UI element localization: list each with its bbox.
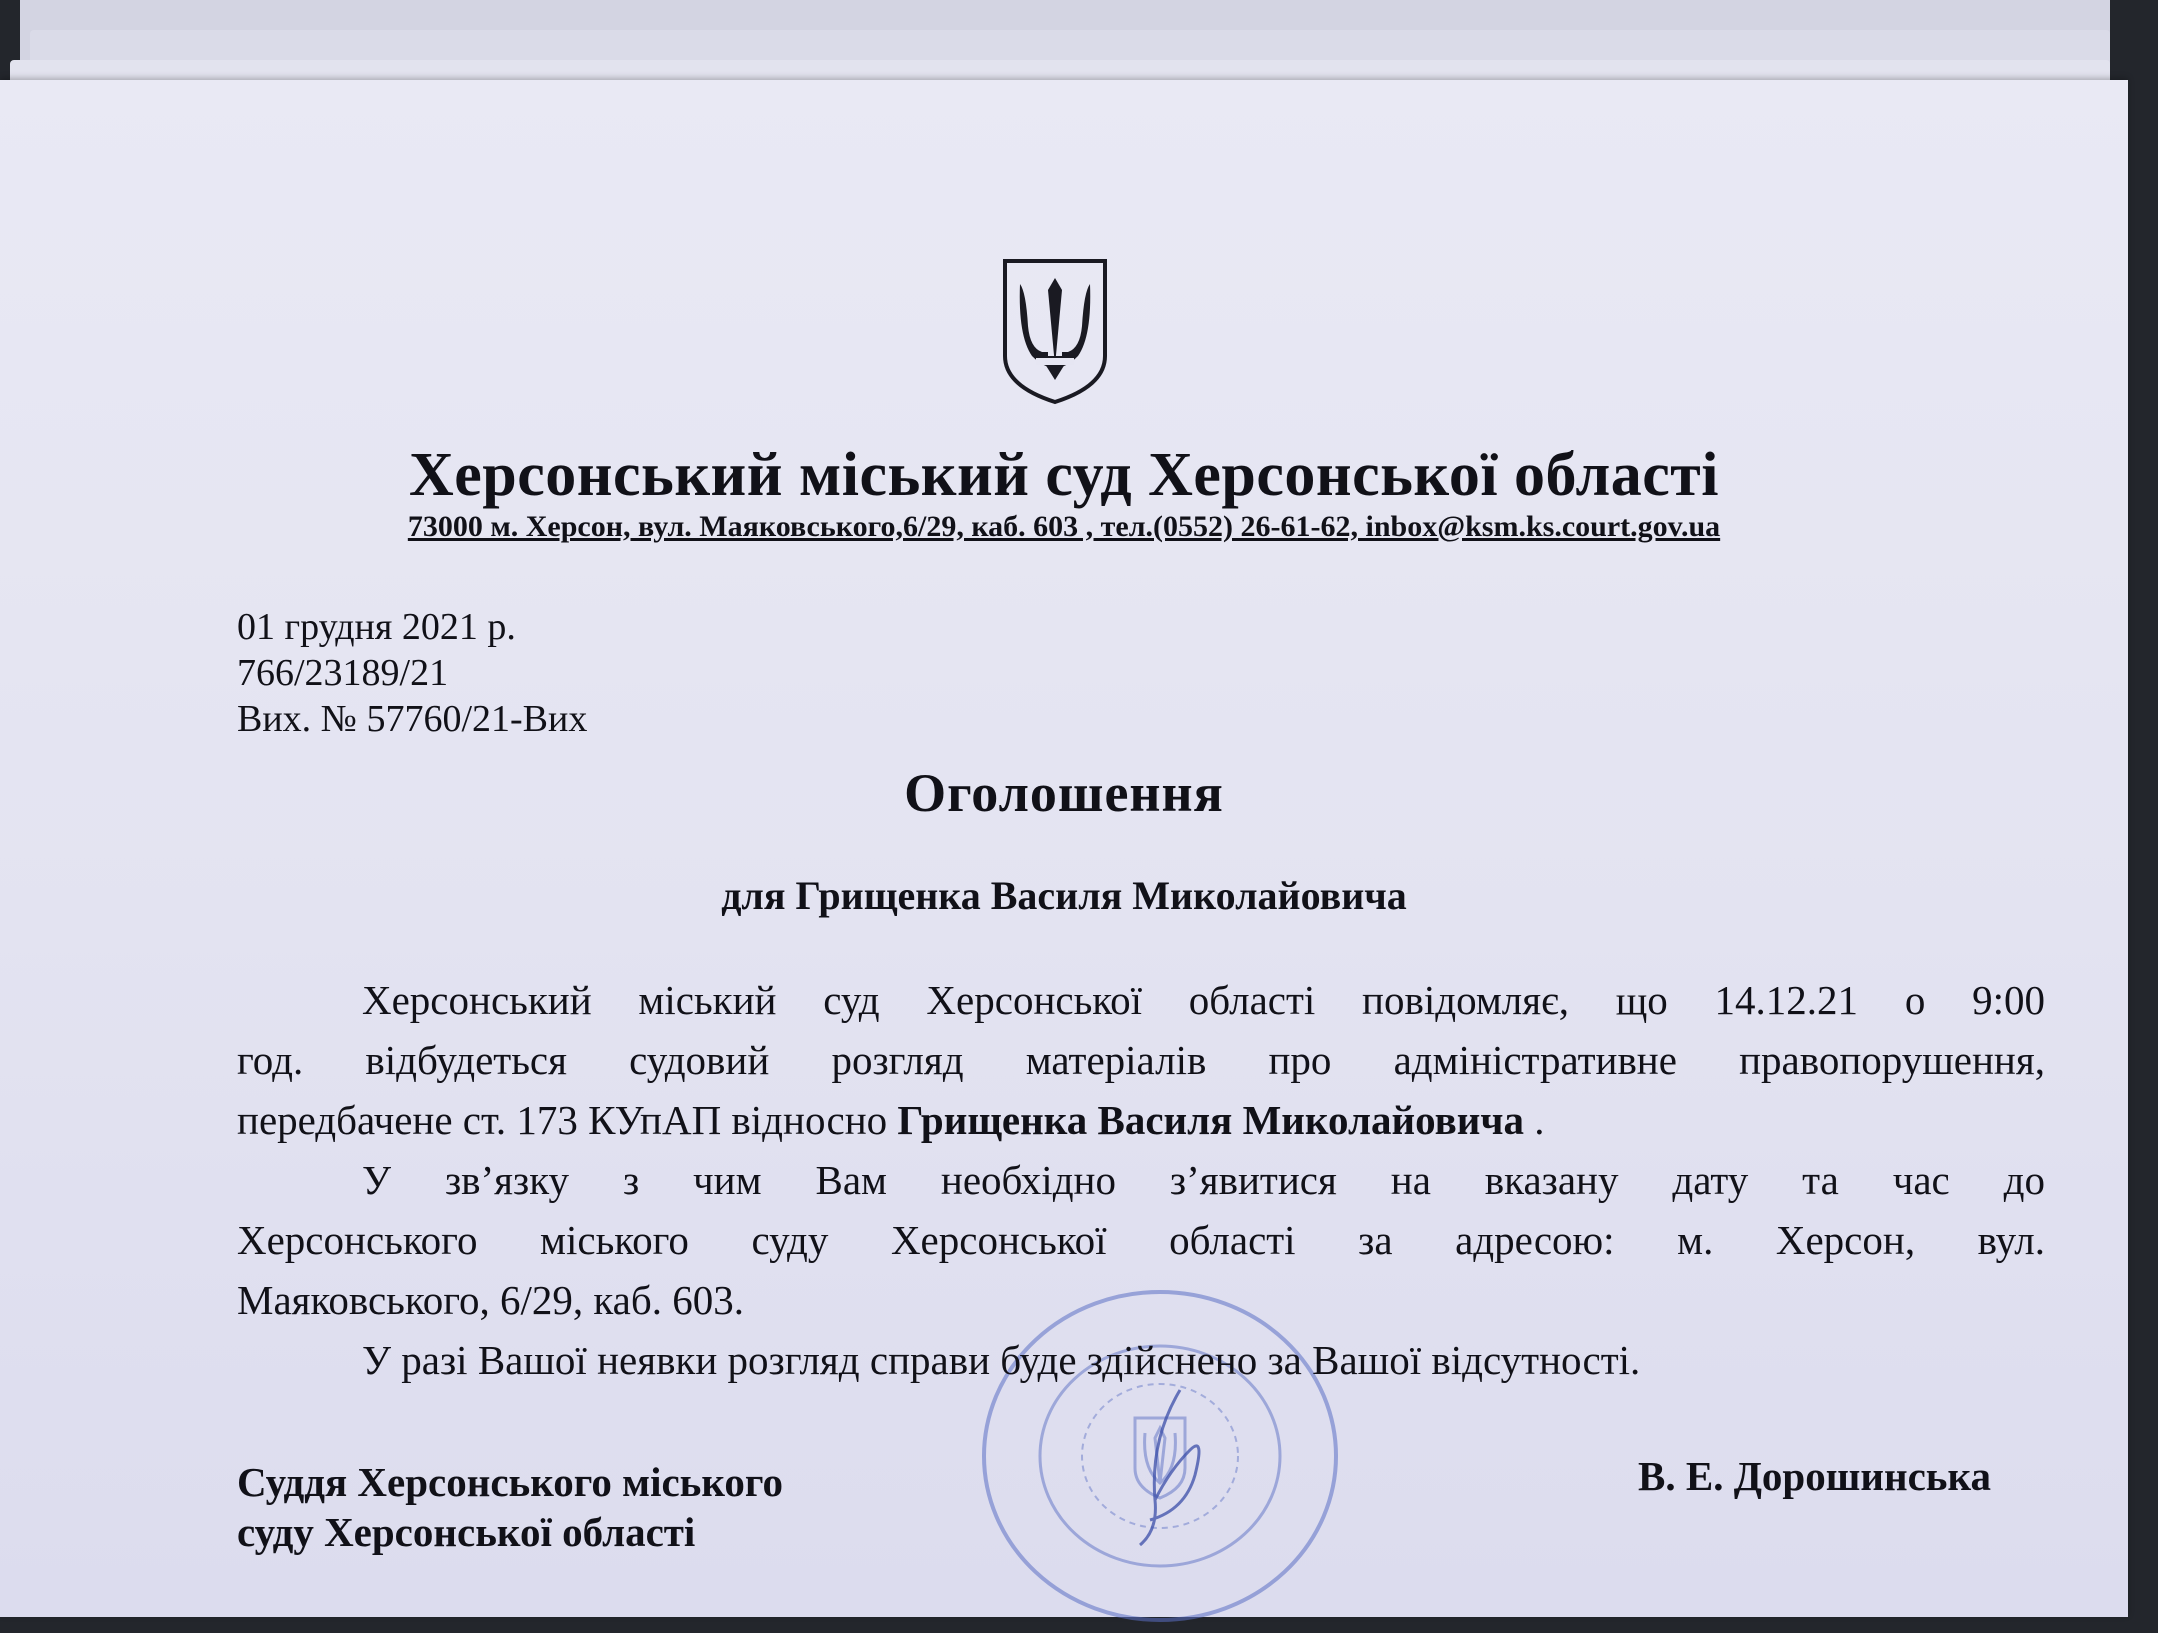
court-address: 73000 м. Херсон, вул. Маяковського,6/29, каб. 603 , тел.(0552) 26-61-62, inbox@ksm.ks.court.gov.ua xyxy=(407,510,1721,543)
body-paragraph-2-line-1: У зв’язку з чим Вам необхідно з’явитися на вказану дату та час до xyxy=(362,1157,2045,1203)
notice-addressee: для Грищенка Василя Миколайовича xyxy=(721,873,1407,918)
document-page xyxy=(0,80,2128,1617)
court-name: Херсонський міський суд Херсонської області xyxy=(409,441,1719,509)
body-paragraph-3-line-1: У разі Вашої неявки розгляд справи буде здійснено за Вашої відсутності. xyxy=(362,1337,1641,1383)
defendant-name: Грищенка Василя Миколайовича xyxy=(897,1097,1524,1143)
body-paragraph-1-line-3 xyxy=(237,1096,1544,1144)
trident-icon xyxy=(1000,256,1110,406)
outgoing-number: Вих. № 57760/21-Вих xyxy=(237,698,588,740)
case-number: 766/23189/21 xyxy=(237,652,449,694)
body-text-suffix: . xyxy=(1523,1097,1545,1143)
signature-role-line-1: Суддя Херсонського міського xyxy=(237,1459,784,1505)
document-date: 01 грудня 2021 р. xyxy=(237,606,516,648)
body-paragraph-1-line-1: Херсонський міський суд Херсонської області повідомляє, що 14.12.21 о 9:00 xyxy=(362,977,2045,1023)
body-paragraph-2-line-2: Херсонського міського суду Херсонської області за адресою: м. Херсон, вул. xyxy=(237,1217,2045,1263)
body-paragraph-1-line-2: год. відбудеться судовий розгляд матеріалів про адміністративне правопорушення, xyxy=(237,1037,2045,1083)
handwritten-signature-icon xyxy=(1110,1380,1220,1550)
judge-name: В. Е. Дорошинська xyxy=(1638,1453,1991,1499)
notice-title: Оголошення xyxy=(904,763,1224,823)
body-paragraph-2-line-3: Маяковського, 6/29, каб. 603. xyxy=(237,1277,744,1323)
body-text-prefix: передбачене ст. 173 КУпАП відносно xyxy=(237,1097,898,1143)
signature-role-line-2: суду Херсонської області xyxy=(237,1509,696,1555)
